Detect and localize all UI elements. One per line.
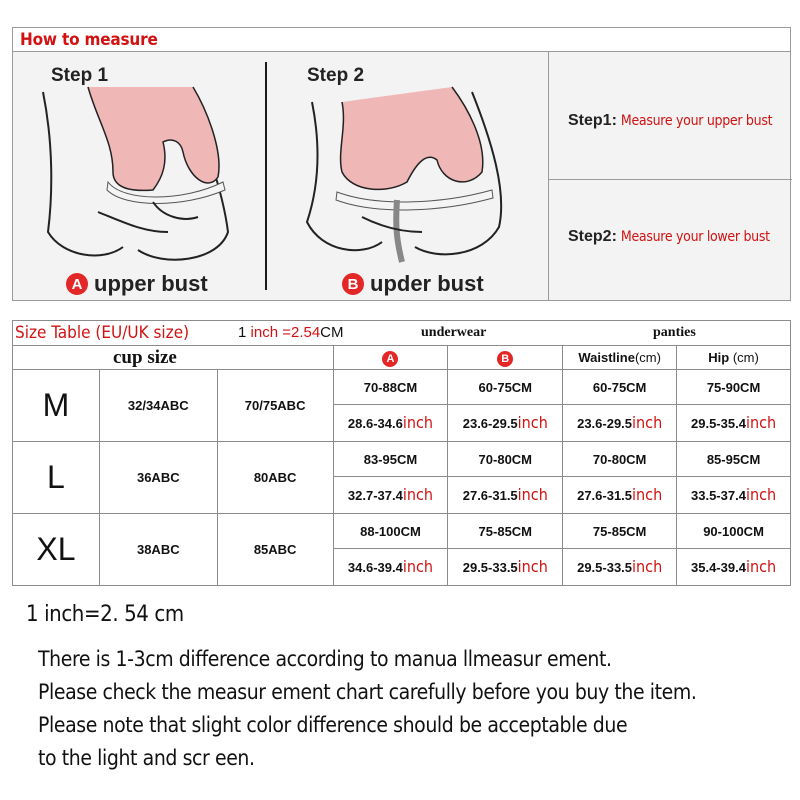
panties-label: panties <box>653 325 696 340</box>
cell-xl-a-cm: 88-100CM <box>333 514 448 549</box>
inch-unit: inch <box>517 485 548 504</box>
cell-value: 32.7-37.4 <box>347 488 403 503</box>
inch-unit: inch <box>632 485 663 504</box>
badge-b-icon: B <box>342 273 364 295</box>
step2-illustration <box>267 52 548 301</box>
header-title: How to measure <box>20 30 158 50</box>
cell-m-waist-inch <box>563 405 677 442</box>
cell-l-b-cm: 70-80CM <box>448 442 563 477</box>
step1-figure <box>13 82 265 282</box>
table-row-m-cm <box>13 370 791 405</box>
cell-m-a-inch <box>333 405 448 442</box>
inch-unit: inch <box>402 557 434 576</box>
cell-m-a-cm: 70-88CM <box>333 370 448 405</box>
col-b-header <box>448 346 563 370</box>
underwear-label: underwear <box>421 325 487 340</box>
step1-label: Step 1 <box>51 65 109 86</box>
cell-m-b-inch <box>448 405 563 442</box>
col-a-icon: A <box>382 351 398 367</box>
cell-xl-waist-inch <box>563 549 677 586</box>
inch-unit: inch <box>745 557 777 576</box>
cell-value: 27.6-31.5 <box>577 488 633 503</box>
caption-under-bust-text: upder bust <box>370 271 484 296</box>
cell-value: 35.4-39.4 <box>691 560 746 575</box>
instruction-step2-text: Measure your lower bust <box>620 229 770 245</box>
cell-m-hip-inch <box>677 405 791 442</box>
cup-xl-1: 38ABC <box>99 514 217 586</box>
conversion-prefix: 1 <box>238 324 251 341</box>
conversion-unit: CM <box>320 324 344 341</box>
cell-xl-hip-inch <box>677 549 791 586</box>
size-table <box>12 320 791 586</box>
hip-label: Hip <box>708 350 730 365</box>
cell-l-a-inch <box>333 477 448 514</box>
step2-label: Step 2 <box>307 65 365 86</box>
cell-m-hip-cm: 75-90CM <box>677 370 791 405</box>
cell-xl-b-cm: 75-85CM <box>448 514 563 549</box>
size-l: L <box>13 442 100 514</box>
col-b-icon: B <box>497 351 513 367</box>
note-inch-cm: 1 inch=2. 54 cm <box>26 602 184 627</box>
cup-xl-2: 85ABC <box>217 514 333 586</box>
cup-m-2: 70/75ABC <box>217 370 333 442</box>
measure-panel <box>12 52 791 301</box>
cell-value: 34.6-39.4 <box>347 560 403 575</box>
instruction-step1-text: Measure your upper bust <box>620 113 773 129</box>
inch-unit: inch <box>402 485 434 504</box>
cell-value: 29.5-33.5 <box>577 560 633 575</box>
step1-illustration <box>13 52 265 301</box>
waistline-label: Waistline <box>578 350 635 365</box>
instruction-step1-label: Step1: <box>568 112 617 129</box>
inch-unit: inch <box>745 413 777 432</box>
caption-upper-bust-text: upper bust <box>94 271 208 296</box>
cell-value: 29.5-35.4 <box>691 416 746 431</box>
note-line-2: Please check the measur ement chart carefully before you buy the item. <box>38 680 697 704</box>
cell-value: 28.6-34.6 <box>347 416 403 431</box>
size-table-title: Size Table (EU/UK size) <box>15 323 190 343</box>
cell-m-waist-cm: 60-75CM <box>563 370 677 405</box>
conversion-note <box>238 324 344 341</box>
caption-under-bust <box>342 271 484 297</box>
cell-l-hip-inch <box>677 477 791 514</box>
inch-unit: inch <box>517 413 548 432</box>
cup-m-1: 32/34ABC <box>99 370 217 442</box>
cell-value: 33.5-37.4 <box>691 488 746 503</box>
cell-xl-a-inch <box>333 549 448 586</box>
waistline-unit: (cm) <box>634 350 661 365</box>
cell-l-b-inch <box>448 477 563 514</box>
conversion-rest: =2.54 <box>278 324 321 341</box>
size-table-header-row <box>13 346 791 370</box>
instruction-step1 <box>568 112 772 130</box>
cell-l-waist-cm: 70-80CM <box>563 442 677 477</box>
cell-xl-waist-cm: 75-85CM <box>563 514 677 549</box>
cell-l-waist-inch <box>563 477 677 514</box>
waistline-header <box>563 346 677 370</box>
hip-header <box>677 346 791 370</box>
cell-m-b-cm: 60-75CM <box>448 370 563 405</box>
note-line-1: There is 1-3cm difference according to manua llmeasur ement. <box>38 647 612 671</box>
hip-unit: (cm) <box>729 350 759 365</box>
cell-value: 27.6-31.5 <box>462 488 518 503</box>
instruction-step2-label: Step2: <box>568 228 617 245</box>
conversion-inch: inch <box>250 324 279 341</box>
note-line-3: Please note that slight color difference should be acceptable due <box>38 713 628 737</box>
divider-right-horizontal <box>548 179 792 180</box>
size-table-title-row <box>13 321 791 346</box>
inch-unit: inch <box>402 413 434 432</box>
cell-l-a-cm: 83-95CM <box>333 442 448 477</box>
col-a-header <box>333 346 448 370</box>
inch-unit: inch <box>745 485 777 504</box>
cell-value: 29.5-33.5 <box>462 560 518 575</box>
badge-a-icon: A <box>66 273 88 295</box>
cup-size-label: cup size <box>113 346 177 368</box>
table-row-xl-cm <box>13 514 791 549</box>
inch-unit: inch <box>632 557 663 576</box>
cell-value: 23.6-29.5 <box>462 416 518 431</box>
cup-l-1: 36ABC <box>99 442 217 514</box>
cell-value: 23.6-29.5 <box>577 416 633 431</box>
size-m: M <box>13 370 100 442</box>
table-row-l-cm <box>13 442 791 477</box>
how-to-measure-header <box>12 27 791 52</box>
cell-xl-hip-cm: 90-100CM <box>677 514 791 549</box>
divider-right <box>548 52 549 301</box>
instruction-step2 <box>568 228 770 246</box>
cell-xl-b-inch <box>448 549 563 586</box>
caption-upper-bust <box>66 271 208 297</box>
cell-l-hip-cm: 85-95CM <box>677 442 791 477</box>
size-xl: XL <box>13 514 100 586</box>
cup-l-2: 80ABC <box>217 442 333 514</box>
cup-size-header <box>13 346 334 370</box>
inch-unit: inch <box>517 557 548 576</box>
note-line-4: to the light and scr een. <box>38 746 255 770</box>
step2-figure <box>267 82 548 282</box>
inch-unit: inch <box>632 413 663 432</box>
